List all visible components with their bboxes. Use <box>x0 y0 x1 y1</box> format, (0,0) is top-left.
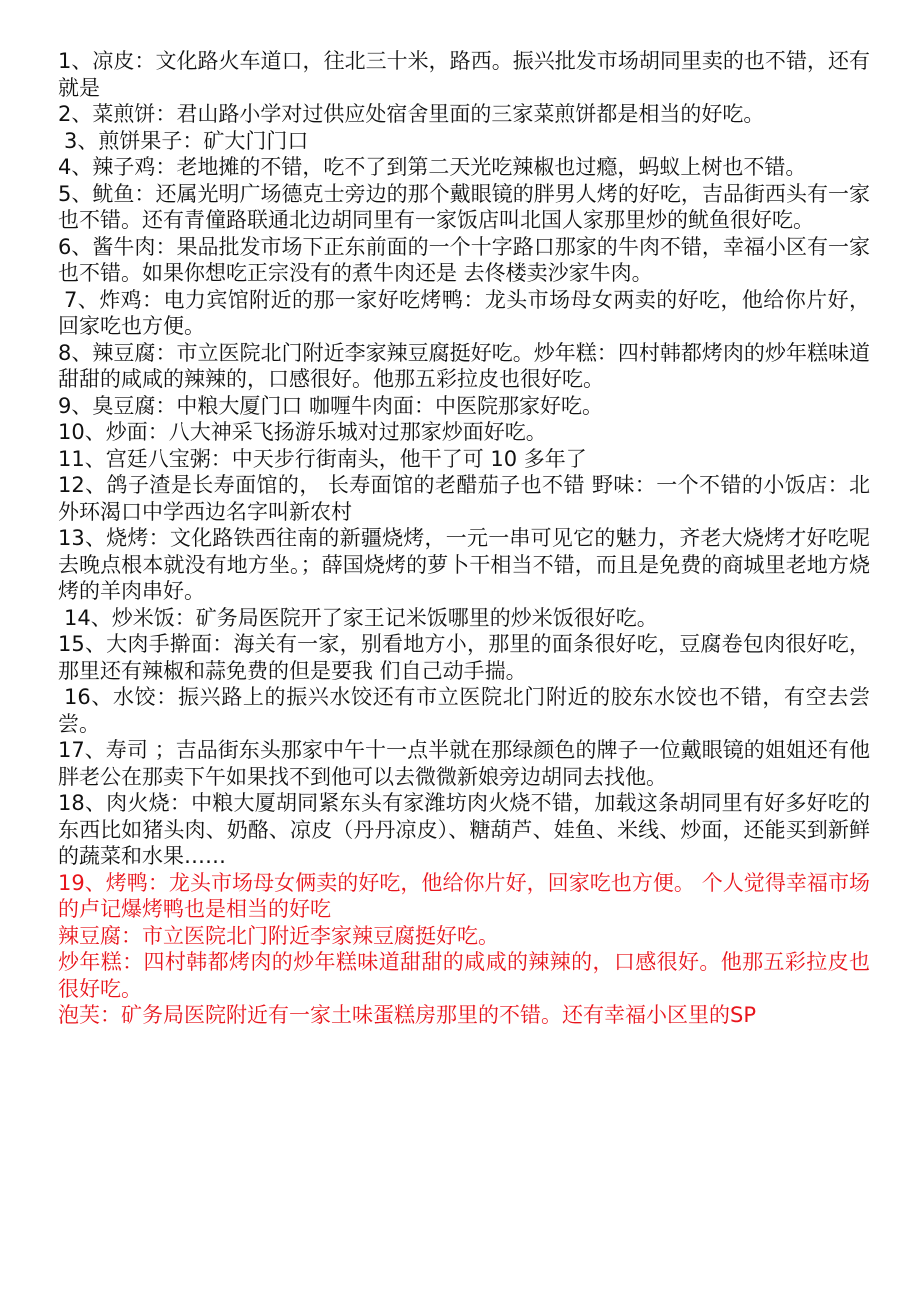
entry-12-gezizha: 12、鸽子渣是长寿面馆的， 长寿面馆的老醋茄子也不错 野味：一个不错的小饭店：北外环渴口中学西边名字叫新农村 <box>58 473 870 524</box>
entry-8-ladoufu: 8、辣豆腐：市立医院北门附近李家辣豆腐挺好吃。炒年糕：四村韩都烤肉的炒年糕味道甜甜的咸咸的辣辣的，口感很好。他那五彩拉皮也很好吃。 <box>58 340 870 391</box>
entry-7-zhaji: 7、炸鸡：电力宾馆附近的那一家好吃烤鸭：龙头市场母女两卖的好吃，他给你片好，回家吃也方便。 <box>58 287 870 338</box>
entry-9-choudoufu: 9、臭豆腐：中粮大厦门口 咖喱牛肉面：中医院那家好吃。 <box>58 393 604 418</box>
entry-5-youyu: 5、鱿鱼：还属光明广场德克士旁边的那个戴眼镜的胖男人烤的好吃，吉品街西头有一家也不错。还有青僮路联通北边胡同里有一家饭店叫北国人家那里炒的鱿鱼很好吃。 <box>58 181 870 232</box>
entry-chaoniangao-red: 炒年糕：四村韩都烤肉的炒年糕味道甜甜的咸咸的辣辣的，口感很好。他那五彩拉皮也很好吃。 <box>58 950 870 1001</box>
entry-18-rouhuoshao: 18、肉火烧：中粮大厦胡同紧东头有家潍坊肉火烧不错，加载这条胡同里有好多好吃的东西比如猪头肉、奶酪、凉皮（丹丹凉皮）、糖葫芦、娃鱼、米线、炒面，还能买到新鲜的蔬菜和水果…… <box>58 791 870 868</box>
entry-16-shuijiao: 16、水饺：振兴路上的振兴水饺还有市立医院北门附近的胶东水饺也不错，有空去尝尝。 <box>58 685 870 736</box>
entry-1-liangpi: 1、凉皮：文化路火车道口，往北三十米，路西。振兴批发市场胡同里卖的也不错，还有就是 <box>58 49 870 100</box>
entry-paofu-red: 泡芙：矿务局医院附近有一家土味蛋糕房那里的不错。还有幸福小区里的SP <box>58 1003 756 1027</box>
document-page <box>58 48 870 1029</box>
entry-3-jianbingguozi: 3、煎饼果子：矿大门门口 <box>64 128 309 153</box>
entry-15-shouganmian: 15、大肉手擀面：海关有一家，别看地方小，那里的面条很好吃，豆腐卷包肉很好吃，那里还有辣椒和蒜免费的但是要我 们自己动手揣。 <box>58 632 870 683</box>
entry-14-chaomifan: 14、炒米饭：矿务局医院开了家王记米饭哪里的炒米饭很好吃。 <box>64 605 658 630</box>
entry-6-jiangniurou: 6、酱牛肉：果品批发市场下正东前面的一个十字路口那家的牛肉不错，幸福小区有一家也不错。如果你想吃正宗没有的煮牛肉还是 去佟楼卖沙家牛肉。 <box>58 234 870 285</box>
entry-2-caijianbing: 2、菜煎饼：君山路小学对过供应处宿舍里面的三家菜煎饼都是相当的好吃。 <box>58 102 765 126</box>
entry-10-chaomian: 10、炒面：八大神采飞扬游乐城对过那家炒面好吃。 <box>58 420 547 444</box>
entry-19-kaoya: 19、烤鸭：龙头市场母女俩卖的好吃，他给你片好，回家吃也方便。 个人觉得幸福市场的卢记爆烤鸭也是相当的好吃 <box>58 870 870 921</box>
entry-ladoufu-red: 辣豆腐：市立医院北门附近李家辣豆腐挺好吃。 <box>58 923 499 948</box>
entry-17-shousi: 17、寿司 ；吉品街东头那家中午十一点半就在那绿颜色的牌子一位戴眼镜的姐姐还有他胖老公在那卖下午如果找不到他可以去微微新娘旁边胡同去找他。 <box>58 738 870 789</box>
entry-4-laziji: 4、辣子鸡：老地摊的不错，吃不了到第二天光吃辣椒也过瘾，蚂蚁上树也不错。 <box>58 155 807 179</box>
entry-13-shaokao: 13、烧烤：文化路铁西往南的新疆烧烤，一元一串可见它的魅力，齐老大烧烤才好吃呢去晚点根本就没有地方坐。；薛国烧烤的萝卜干相当不错，而且是免费的商城里老地方烧烤的羊肉串好。 <box>58 526 870 603</box>
entry-11-babaozhou: 11、宫廷八宝粥：中天步行街南头，他干了可 10 多年了 <box>58 446 587 471</box>
